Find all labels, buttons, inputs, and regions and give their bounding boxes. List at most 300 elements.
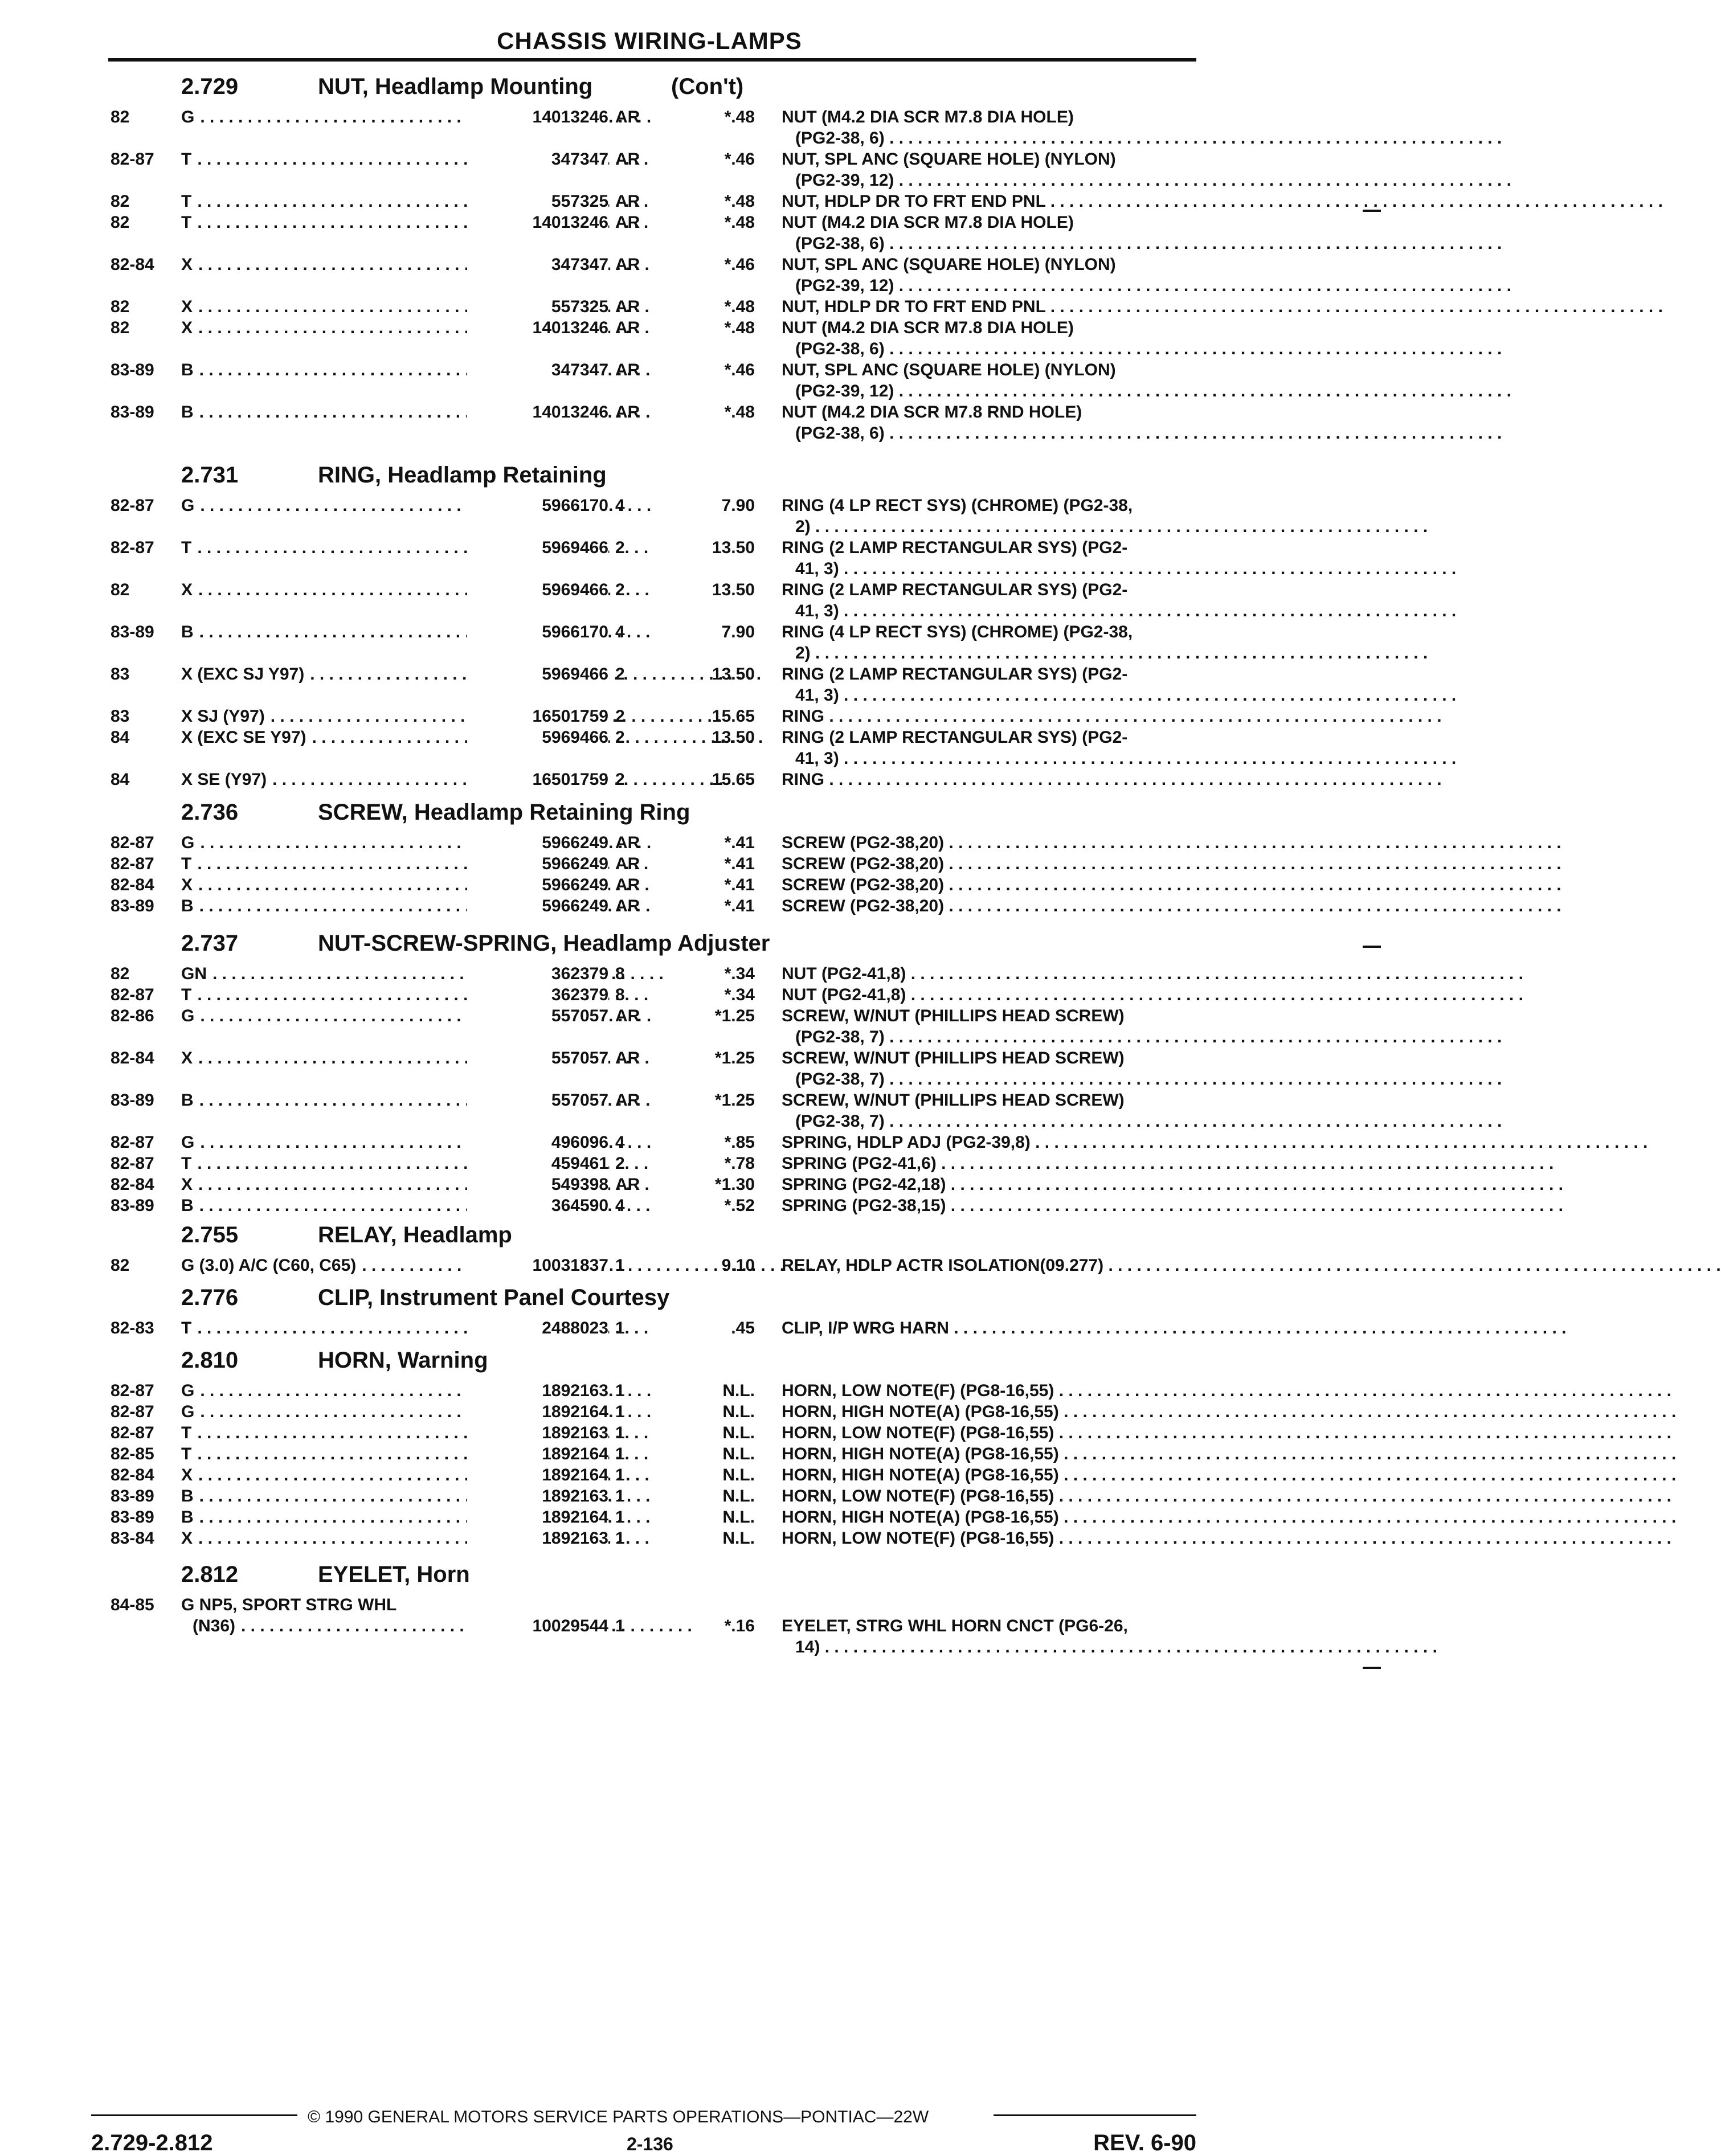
quantity: 1 bbox=[615, 1423, 625, 1442]
quantity: AR bbox=[615, 897, 640, 915]
model-code: G bbox=[181, 1007, 195, 1025]
model-code: X (EXC SJ Y97) bbox=[181, 665, 305, 684]
model-years: 83 bbox=[111, 707, 130, 726]
description-continuation: (PG2-39, 12) . . . bbox=[795, 381, 1194, 402]
description: HORN, LOW NOTE(F) (PG8-16,55) . . . bbox=[782, 1528, 1195, 1549]
price: *.46 bbox=[724, 150, 755, 169]
model-code: B bbox=[181, 623, 194, 641]
description-continuation: 14) . . . bbox=[795, 1637, 1194, 1658]
model-years: 82-87 bbox=[111, 538, 154, 557]
description: EYELET, STRG WHL HORN CNCT (PG6-26, bbox=[782, 1617, 1128, 1635]
description: RING (2 LAMP RECTANGULAR SYS) (PG2- bbox=[782, 665, 1128, 684]
price: N.L. bbox=[722, 1508, 755, 1527]
model-code-cell bbox=[181, 538, 489, 558]
price: *.46 bbox=[724, 361, 755, 379]
model-code: G bbox=[181, 108, 195, 126]
model-years: 82 bbox=[111, 964, 130, 983]
quantity: AR bbox=[615, 297, 640, 316]
description: NUT (M4.2 DIA SCR M7.8 DIA HOLE) bbox=[782, 213, 1074, 232]
footer-page-number: 2-136 bbox=[627, 2134, 673, 2154]
model-years: 83-89 bbox=[111, 361, 154, 379]
model-code: T bbox=[181, 985, 192, 1004]
quantity: 2 bbox=[615, 538, 625, 557]
description-continuation: 41, 3) . . . bbox=[795, 601, 1194, 621]
part-number: 2488023 bbox=[467, 1318, 608, 1339]
model-years: 82-87 bbox=[111, 1154, 154, 1173]
model-code-cell bbox=[181, 1153, 489, 1174]
section-name: NUT-SCREW-SPRING, Headlamp Adjuster bbox=[318, 931, 770, 956]
quantity: AR bbox=[615, 1091, 640, 1110]
price: *.41 bbox=[724, 897, 755, 915]
model-code: G bbox=[181, 1402, 195, 1421]
description-continuation: (PG2-39, 12) . . . bbox=[795, 276, 1194, 296]
model-years: 83-89 bbox=[111, 1196, 154, 1215]
description: SCREW (PG2-38,20) . . . bbox=[782, 875, 1195, 895]
section-heading bbox=[0, 800, 1440, 829]
part-number: 362379 bbox=[467, 985, 608, 1005]
section-number: 2.810 bbox=[181, 1348, 239, 1373]
model-code: T bbox=[181, 538, 192, 557]
quantity: AR bbox=[615, 255, 640, 274]
model-code: B bbox=[181, 1091, 194, 1110]
price: 15.65 bbox=[712, 770, 755, 789]
description-continuation: (PG2-38, 6) . . . bbox=[795, 234, 1194, 254]
model-years: 82-84 bbox=[111, 1049, 154, 1067]
page-title: CHASSIS WIRING-LAMPS bbox=[497, 27, 802, 54]
model-years: 82-87 bbox=[111, 833, 154, 852]
quantity: 1 bbox=[615, 1529, 625, 1548]
model-code-cell bbox=[181, 1090, 489, 1111]
part-number: 1892164 bbox=[467, 1465, 608, 1486]
description-continuation: (PG2-38, 6) . . . bbox=[795, 128, 1194, 149]
description: SPRING (PG2-41,6) . . . bbox=[782, 1153, 1195, 1174]
model-code: X bbox=[181, 1529, 193, 1548]
description: HORN, HIGH NOTE(A) (PG8-16,55) . . . bbox=[782, 1465, 1195, 1486]
part-number: 557057 bbox=[467, 1048, 608, 1069]
price: *.16 bbox=[724, 1617, 755, 1635]
quantity: 4 bbox=[615, 1133, 625, 1152]
description-continuation: (PG2-38, 7) . . . bbox=[795, 1111, 1194, 1132]
price: *.85 bbox=[724, 1133, 755, 1152]
section-name: HORN, Warning bbox=[318, 1348, 488, 1373]
price: N.L. bbox=[722, 1381, 755, 1400]
model-code-cell bbox=[181, 664, 489, 685]
quantity: 2 bbox=[615, 770, 625, 789]
model-years: 84 bbox=[111, 770, 130, 789]
model-years: 82-84 bbox=[111, 1466, 154, 1484]
model-code: T bbox=[181, 854, 192, 873]
model-code: X bbox=[181, 1049, 193, 1067]
model-code-cell bbox=[181, 1255, 489, 1276]
description-continuation: 41, 3) . . . bbox=[795, 748, 1194, 769]
model-code: G bbox=[181, 496, 195, 515]
part-number: 14013246 bbox=[467, 318, 608, 338]
quantity: AR bbox=[615, 361, 640, 379]
section-number: 2.776 bbox=[181, 1285, 239, 1310]
model-code-cell bbox=[181, 1444, 489, 1464]
model-years: 82-87 bbox=[111, 496, 154, 515]
description-continuation: 41, 3) . . . bbox=[795, 685, 1194, 706]
price: *.46 bbox=[724, 255, 755, 274]
model-code: X SJ (Y97) bbox=[181, 707, 265, 726]
description: RING (2 LAMP RECTANGULAR SYS) (PG2- bbox=[782, 728, 1128, 747]
model-code-cell bbox=[181, 1006, 489, 1026]
part-number: 1892163 bbox=[467, 1486, 608, 1507]
model-code: B bbox=[181, 403, 194, 422]
section-name: SCREW, Headlamp Retaining Ring bbox=[318, 800, 690, 825]
model-code-cell bbox=[181, 1132, 489, 1153]
model-code: G bbox=[181, 1381, 195, 1400]
margin-mark bbox=[1363, 946, 1381, 948]
part-number: 1892164 bbox=[467, 1507, 608, 1528]
description: HORN, HIGH NOTE(A) (PG8-16,55) . . . bbox=[782, 1402, 1195, 1422]
description: NUT, HDLP DR TO FRT END PNL . . . bbox=[782, 191, 1195, 212]
model-years: 82-84 bbox=[111, 876, 154, 894]
model-code: X bbox=[181, 255, 193, 274]
model-years: 82-84 bbox=[111, 1175, 154, 1194]
price: N.L. bbox=[722, 1445, 755, 1463]
model-code: B bbox=[181, 361, 194, 379]
section-heading bbox=[0, 1348, 1440, 1377]
part-number: 347347 bbox=[467, 255, 608, 275]
quantity: 1 bbox=[615, 1617, 625, 1635]
header-rule bbox=[108, 58, 1196, 62]
part-number: 5969466 bbox=[467, 664, 608, 685]
section-number: 2.736 bbox=[181, 800, 239, 825]
model-years: 82-87 bbox=[111, 1133, 154, 1152]
model-code-cell bbox=[181, 149, 489, 170]
footer-revision: REV. 6-90 bbox=[1093, 2130, 1196, 2155]
price: *.48 bbox=[724, 192, 755, 211]
part-number: 5966170 bbox=[467, 622, 608, 643]
part-number: 1892163 bbox=[467, 1528, 608, 1549]
price: N.L. bbox=[722, 1529, 755, 1548]
model-code-cell bbox=[181, 1318, 489, 1339]
part-number: 1892164 bbox=[467, 1402, 608, 1422]
quantity: 8 bbox=[615, 964, 625, 983]
description-continuation: (PG2-39, 12) . . . bbox=[795, 170, 1194, 191]
price: 13.50 bbox=[712, 665, 755, 684]
part-number: 10029544 bbox=[467, 1616, 608, 1637]
model-years: 83-89 bbox=[111, 897, 154, 915]
description: RING . . . bbox=[782, 706, 1195, 727]
description: SPRING (PG2-42,18) . . . bbox=[782, 1175, 1195, 1195]
model-code: T bbox=[181, 1154, 192, 1173]
price: 13.50 bbox=[712, 580, 755, 599]
model-code-cell bbox=[181, 1423, 489, 1443]
model-years: 82 bbox=[111, 318, 130, 337]
part-number: 14013246 bbox=[467, 212, 608, 233]
part-number: 362379 bbox=[467, 964, 608, 984]
quantity: AR bbox=[615, 1049, 640, 1067]
model-years: 83-89 bbox=[111, 623, 154, 641]
model-years: 83-89 bbox=[111, 1487, 154, 1505]
section-heading bbox=[0, 1562, 1440, 1592]
quantity: AR bbox=[615, 108, 640, 126]
part-number: 557057 bbox=[467, 1006, 608, 1026]
model-code: X bbox=[181, 580, 193, 599]
model-code-cell bbox=[181, 1528, 489, 1549]
model-years: 82-87 bbox=[111, 1402, 154, 1421]
section-number: 2.737 bbox=[181, 931, 239, 956]
model-years: 82-87 bbox=[111, 985, 154, 1004]
price: 7.90 bbox=[721, 623, 755, 641]
description-continuation: (PG2-38, 7) . . . bbox=[795, 1069, 1194, 1090]
model-code-cell bbox=[181, 212, 489, 233]
model-code-cell bbox=[181, 706, 489, 727]
section-name: CLIP, Instrument Panel Courtesy bbox=[318, 1285, 670, 1310]
part-number: 557325 bbox=[467, 191, 608, 212]
model-code-continuation: (N36) bbox=[193, 1617, 236, 1635]
description-continuation: 2) . . . bbox=[795, 643, 1194, 664]
quantity: AR bbox=[615, 876, 640, 894]
section-heading bbox=[0, 1285, 1440, 1315]
section-number: 2.729 bbox=[181, 74, 239, 99]
quantity: AR bbox=[615, 318, 640, 337]
model-code: T bbox=[181, 213, 192, 232]
model-years: 82-87 bbox=[111, 1423, 154, 1442]
price: N.L. bbox=[722, 1423, 755, 1442]
footer-section-range: 2.729-2.812 bbox=[91, 2130, 213, 2155]
model-code: GN bbox=[181, 964, 207, 983]
price: *.48 bbox=[724, 318, 755, 337]
model-code-cell bbox=[181, 107, 489, 128]
model-years: 83 bbox=[111, 665, 130, 684]
price: N.L. bbox=[722, 1466, 755, 1484]
model-code: X bbox=[181, 1175, 193, 1194]
model-years: 82-84 bbox=[111, 255, 154, 274]
model-code-cell bbox=[181, 1402, 489, 1422]
price: *.48 bbox=[724, 108, 755, 126]
section-number: 2.755 bbox=[181, 1222, 239, 1247]
section-name: NUT, Headlamp Mounting bbox=[318, 74, 593, 99]
price: 15.65 bbox=[712, 707, 755, 726]
model-years: 82-86 bbox=[111, 1007, 154, 1025]
model-years: 83-89 bbox=[111, 403, 154, 422]
model-code-cell bbox=[181, 896, 489, 917]
model-code: G (3.0) A/C (C60, C65) bbox=[181, 1256, 357, 1275]
model-code: X bbox=[181, 876, 193, 894]
model-code-continuation-cell bbox=[193, 1616, 489, 1637]
description: NUT (M4.2 DIA SCR M7.8 DIA HOLE) bbox=[782, 318, 1074, 337]
price: 13.50 bbox=[712, 728, 755, 747]
model-code: G NP5, SPORT STRG WHL bbox=[181, 1595, 397, 1614]
model-years: 83-89 bbox=[111, 1508, 154, 1527]
section-name: EYELET, Horn bbox=[318, 1562, 470, 1587]
quantity: 1 bbox=[615, 1466, 625, 1484]
part-number: 16501759 bbox=[467, 770, 608, 790]
model-years: 82 bbox=[111, 580, 130, 599]
model-code-cell bbox=[181, 1381, 489, 1401]
model-years: 82-85 bbox=[111, 1445, 154, 1463]
price: 13.50 bbox=[712, 538, 755, 557]
price: *1.25 bbox=[714, 1007, 755, 1025]
price: *1.25 bbox=[714, 1049, 755, 1067]
description: NUT (PG2-41,8) . . . bbox=[782, 985, 1195, 1005]
model-years: 82 bbox=[111, 213, 130, 232]
model-code: T bbox=[181, 1319, 192, 1337]
description: RING (2 LAMP RECTANGULAR SYS) (PG2- bbox=[782, 538, 1128, 557]
section-name: RELAY, Headlamp bbox=[318, 1222, 512, 1247]
model-years: 82-87 bbox=[111, 1381, 154, 1400]
model-code: G bbox=[181, 833, 195, 852]
quantity: AR bbox=[615, 213, 640, 232]
part-number: 557325 bbox=[467, 297, 608, 317]
price: .45 bbox=[731, 1319, 755, 1337]
description: RING (4 LP RECT SYS) (CHROME) (PG2-38, bbox=[782, 623, 1133, 641]
section-heading bbox=[0, 1222, 1440, 1252]
model-code-cell bbox=[181, 580, 489, 600]
price: *.41 bbox=[724, 876, 755, 894]
model-code: B bbox=[181, 897, 194, 915]
model-code-cell bbox=[181, 1486, 489, 1507]
part-number: 5966249 bbox=[467, 854, 608, 874]
model-code-cell bbox=[181, 854, 489, 874]
quantity: 1 bbox=[615, 1508, 625, 1527]
part-number: 5966249 bbox=[467, 833, 608, 853]
model-years: 82-87 bbox=[111, 854, 154, 873]
section-heading bbox=[0, 931, 1440, 960]
price: 9.10 bbox=[721, 1256, 755, 1275]
description: HORN, HIGH NOTE(A) (PG8-16,55) . . . bbox=[782, 1507, 1195, 1528]
part-number: 364590 bbox=[467, 1196, 608, 1216]
model-code-cell bbox=[181, 833, 489, 853]
description: RING . . . bbox=[782, 770, 1195, 790]
model-code-cell bbox=[181, 1507, 489, 1528]
model-code-cell bbox=[181, 318, 489, 338]
quantity: 4 bbox=[615, 1196, 625, 1215]
part-number: 347347 bbox=[467, 149, 608, 170]
part-number: 549398 bbox=[467, 1175, 608, 1195]
quantity: AR bbox=[615, 1175, 640, 1194]
part-number: 1892163 bbox=[467, 1381, 608, 1401]
model-years: 82-83 bbox=[111, 1319, 154, 1337]
model-years: 83-89 bbox=[111, 1091, 154, 1110]
description-continuation: (PG2-38, 6) . . . bbox=[795, 423, 1194, 444]
description: SCREW (PG2-38,20) . . . bbox=[782, 833, 1195, 853]
model-code: B bbox=[181, 1508, 194, 1527]
description: RING (2 LAMP RECTANGULAR SYS) (PG2- bbox=[782, 580, 1128, 599]
description: HORN, LOW NOTE(F) (PG8-16,55) . . . bbox=[782, 1423, 1195, 1443]
price: *.41 bbox=[724, 854, 755, 873]
margin-mark bbox=[1363, 210, 1381, 212]
part-number: 496096 bbox=[467, 1132, 608, 1153]
model-code: X bbox=[181, 297, 193, 316]
quantity: 2 bbox=[615, 728, 625, 747]
quantity: 2 bbox=[615, 665, 625, 684]
footer-rule-left bbox=[91, 2114, 297, 2116]
description-continuation: (PG2-38, 6) . . . bbox=[795, 339, 1194, 359]
description: NUT, HDLP DR TO FRT END PNL . . . bbox=[782, 297, 1195, 317]
part-number: 5969466 bbox=[467, 580, 608, 600]
description: HORN, LOW NOTE(F) (PG8-16,55) . . . bbox=[782, 1486, 1195, 1507]
description: SCREW (PG2-38,20) . . . bbox=[782, 854, 1195, 874]
quantity: AR bbox=[615, 854, 640, 873]
quantity: AR bbox=[615, 403, 640, 422]
description: RING (4 LP RECT SYS) (CHROME) (PG2-38, bbox=[782, 496, 1133, 515]
model-code-cell bbox=[181, 360, 489, 381]
description: NUT, SPL ANC (SQUARE HOLE) (NYLON) bbox=[782, 150, 1116, 169]
description: NUT (M4.2 DIA SCR M7.8 DIA HOLE) bbox=[782, 108, 1074, 126]
quantity: 1 bbox=[615, 1319, 625, 1337]
section-name: RING, Headlamp Retaining bbox=[318, 463, 607, 488]
model-code-cell bbox=[181, 402, 489, 423]
quantity: AR bbox=[615, 833, 640, 852]
model-code-cell bbox=[181, 1465, 489, 1486]
price: *1.25 bbox=[714, 1091, 755, 1110]
model-code-cell bbox=[181, 191, 489, 212]
model-years: 84 bbox=[111, 728, 130, 747]
model-code-cell bbox=[181, 727, 489, 748]
model-code-cell bbox=[181, 1175, 489, 1195]
part-number: 1892164 bbox=[467, 1444, 608, 1464]
model-years: 84-85 bbox=[111, 1595, 154, 1614]
description: HORN, LOW NOTE(F) (PG8-16,55) . . . bbox=[782, 1381, 1195, 1401]
model-code-cell bbox=[181, 255, 489, 275]
section-heading bbox=[0, 74, 1440, 104]
quantity: AR bbox=[615, 150, 640, 169]
description: NUT, SPL ANC (SQUARE HOLE) (NYLON) bbox=[782, 255, 1116, 274]
description: SCREW, W/NUT (PHILLIPS HEAD SCREW) bbox=[782, 1007, 1125, 1025]
model-years: 82 bbox=[111, 297, 130, 316]
part-number: 5969466 bbox=[467, 727, 608, 748]
quantity: 2 bbox=[615, 1154, 625, 1173]
description: CLIP, I/P WRG HARN . . . bbox=[782, 1318, 1195, 1339]
price: *.48 bbox=[724, 213, 755, 232]
model-code: X (EXC SE Y97) bbox=[181, 728, 306, 747]
description: SCREW (PG2-38,20) . . . bbox=[782, 896, 1195, 917]
price: *.48 bbox=[724, 297, 755, 316]
section-number: 2.812 bbox=[181, 1562, 239, 1587]
margin-mark bbox=[1363, 1667, 1381, 1669]
price: *.34 bbox=[724, 964, 755, 983]
quantity: AR bbox=[615, 1007, 640, 1025]
part-number: 14013246 bbox=[467, 402, 608, 423]
model-code: G bbox=[181, 1133, 195, 1152]
model-code: B bbox=[181, 1487, 194, 1505]
description-continuation: 2) . . . bbox=[795, 517, 1194, 537]
part-number: 10031837 bbox=[467, 1255, 608, 1276]
description: NUT, SPL ANC (SQUARE HOLE) (NYLON) bbox=[782, 361, 1116, 379]
quantity: 2 bbox=[615, 580, 625, 599]
part-number: 557057 bbox=[467, 1090, 608, 1111]
price: *1.30 bbox=[714, 1175, 755, 1194]
quantity: 1 bbox=[615, 1402, 625, 1421]
price: *.52 bbox=[724, 1196, 755, 1215]
description: NUT (M4.2 DIA SCR M7.8 RND HOLE) bbox=[782, 403, 1082, 422]
footer-copyright: © 1990 GENERAL MOTORS SERVICE PARTS OPERATIONS—PONTIAC—22W bbox=[308, 2108, 929, 2126]
model-years: 82 bbox=[111, 192, 130, 211]
description: SPRING (PG2-38,15) . . . bbox=[782, 1196, 1195, 1216]
model-code: B bbox=[181, 1196, 194, 1215]
part-number: 5966249 bbox=[467, 896, 608, 917]
part-number: 5969466 bbox=[467, 538, 608, 558]
part-number: 5966249 bbox=[467, 875, 608, 895]
model-code-cell bbox=[181, 1196, 489, 1216]
model-code-cell bbox=[181, 1048, 489, 1069]
section-heading bbox=[0, 463, 1440, 492]
model-years: 83-84 bbox=[111, 1529, 154, 1548]
model-years: 82-87 bbox=[111, 150, 154, 169]
model-years: 82 bbox=[111, 108, 130, 126]
description: HORN, HIGH NOTE(A) (PG8-16,55) . . . bbox=[782, 1444, 1195, 1464]
model-code: T bbox=[181, 150, 192, 169]
section-number: 2.731 bbox=[181, 463, 239, 488]
price: *.34 bbox=[724, 985, 755, 1004]
part-number: 5966170 bbox=[467, 496, 608, 516]
price: N.L. bbox=[722, 1487, 755, 1505]
model-code: T bbox=[181, 1445, 192, 1463]
